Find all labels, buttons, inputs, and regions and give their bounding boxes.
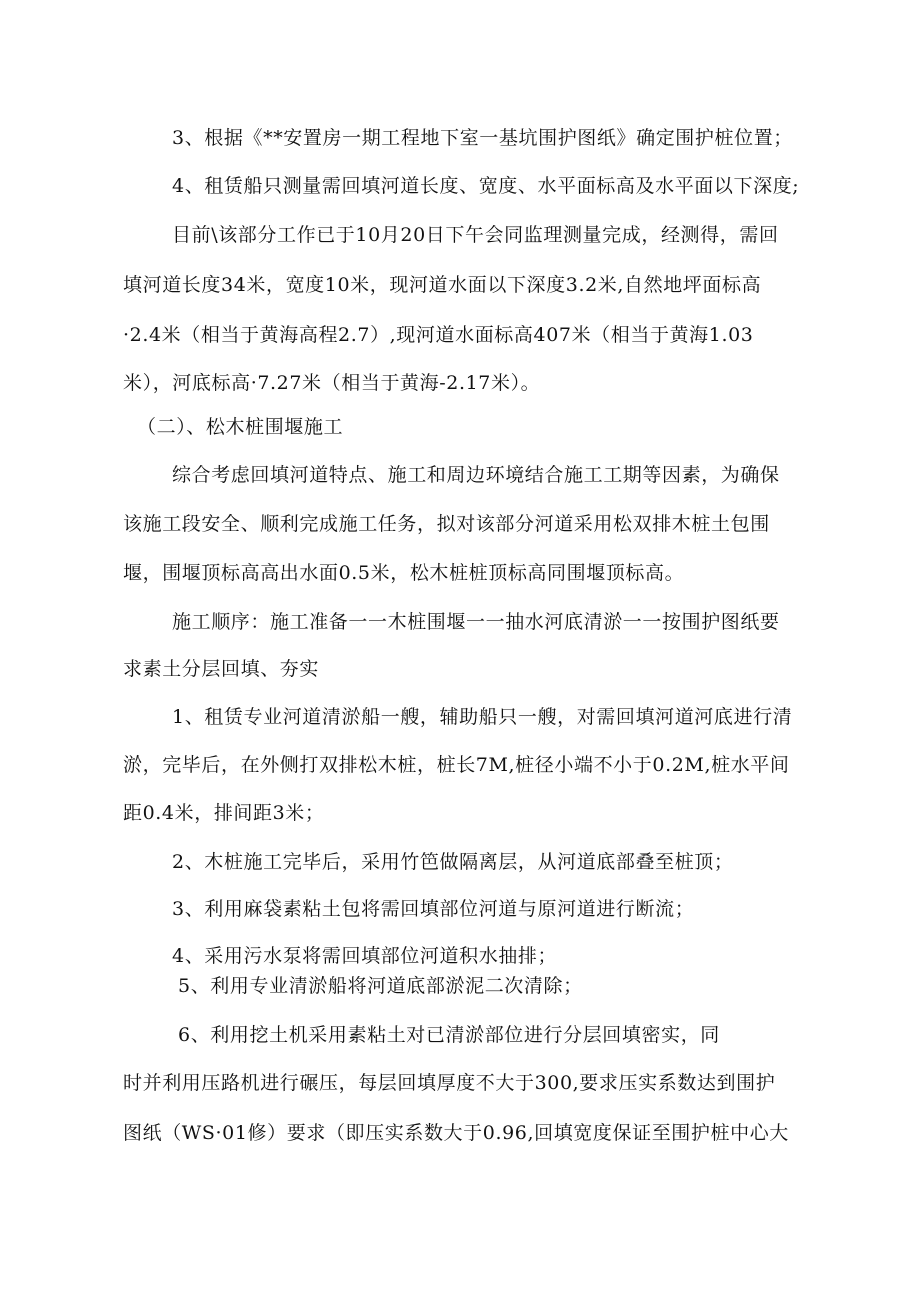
considerations-paragraph-line-3: 堰，围堰顶标高高出水面0.5米，松木桩桩顶标高同围堰顶标高。 bbox=[123, 562, 685, 584]
survey-paragraph-line-3: ·2.4米（相当于黄海高程2.7）,现河道水面标高407米（相当于黄海1.03 bbox=[123, 324, 754, 346]
step-2: 2、木桩施工完毕后，采用竹笆做隔离层，从河道底部叠至桩顶； bbox=[172, 851, 734, 873]
construction-sequence-line-2: 求素土分层回填、夯实 bbox=[123, 658, 320, 680]
survey-paragraph-line-4: 米），河底标高·7.27米（相当于黄海-2.17米）。 bbox=[123, 372, 541, 394]
survey-paragraph-line-1: 目前\该部分工作已于10月20日下午会同监理测量完成，经测得，需回 bbox=[172, 224, 779, 246]
step-1-line-2: 淤，完毕后，在外侧打双排松木桩，桩长7M,桩径小端不小于0.2M,桩水平间 bbox=[123, 754, 790, 776]
item-3-basis-drawings: 3、根据《**安置房一期工程地下室一基坑围护图纸》确定围护桩位置； bbox=[172, 127, 793, 149]
step-3: 3、利用麻袋素粘土包将需回填部位河道与原河道进行断流； bbox=[172, 898, 695, 920]
step-6-line-3: 图纸（WS·01修）要求（即压实系数大于0.96,回填宽度保证至围护桩中心大 bbox=[123, 1122, 789, 1144]
section-heading-pine-pile-cofferdam: （二）、松木桩围堰施工 bbox=[137, 416, 344, 438]
item-4-vessel-survey: 4、租赁船只测量需回填河道长度、宽度、水平面标高及水平面以下深度; bbox=[172, 175, 800, 197]
step-6-line-1: 6、利用挖土机采用素粘土对已清淤部位进行分层回填密实，同 bbox=[178, 1024, 720, 1046]
survey-paragraph-line-2: 填河道长度34米，宽度10米，现河道水面以下深度3.2米,自然地坪面标高 bbox=[123, 274, 762, 296]
step-1-line-1: 1、租赁专业河道清淤船一艘，辅助船只一艘，对需回填河道河底进行清 bbox=[172, 706, 793, 728]
considerations-paragraph-line-2: 该施工段安全、顺利完成施工任务，拟对该部分河道采用松双排木桩土包围 bbox=[123, 513, 770, 535]
step-6-line-2: 时并利用压路机进行碾压，每层回填厚度不大于300,要求压实系数达到围护 bbox=[123, 1072, 776, 1094]
step-1-line-3: 距0.4米，排间距3米； bbox=[123, 802, 325, 824]
step-4: 4、采用污水泵将需回填部位河道积水抽排； bbox=[172, 945, 558, 967]
construction-sequence-line-1: 施工顺序：施工准备一一木桩围堰一一抽水河底清淤一一按围护图纸要 bbox=[172, 611, 780, 633]
considerations-paragraph-line-1: 综合考虑回填河道特点、施工和周边环境结合施工工期等因素，为确保 bbox=[172, 464, 780, 486]
step-5: 5、利用专业清淤船将河道底部淤泥二次清除； bbox=[178, 975, 583, 997]
